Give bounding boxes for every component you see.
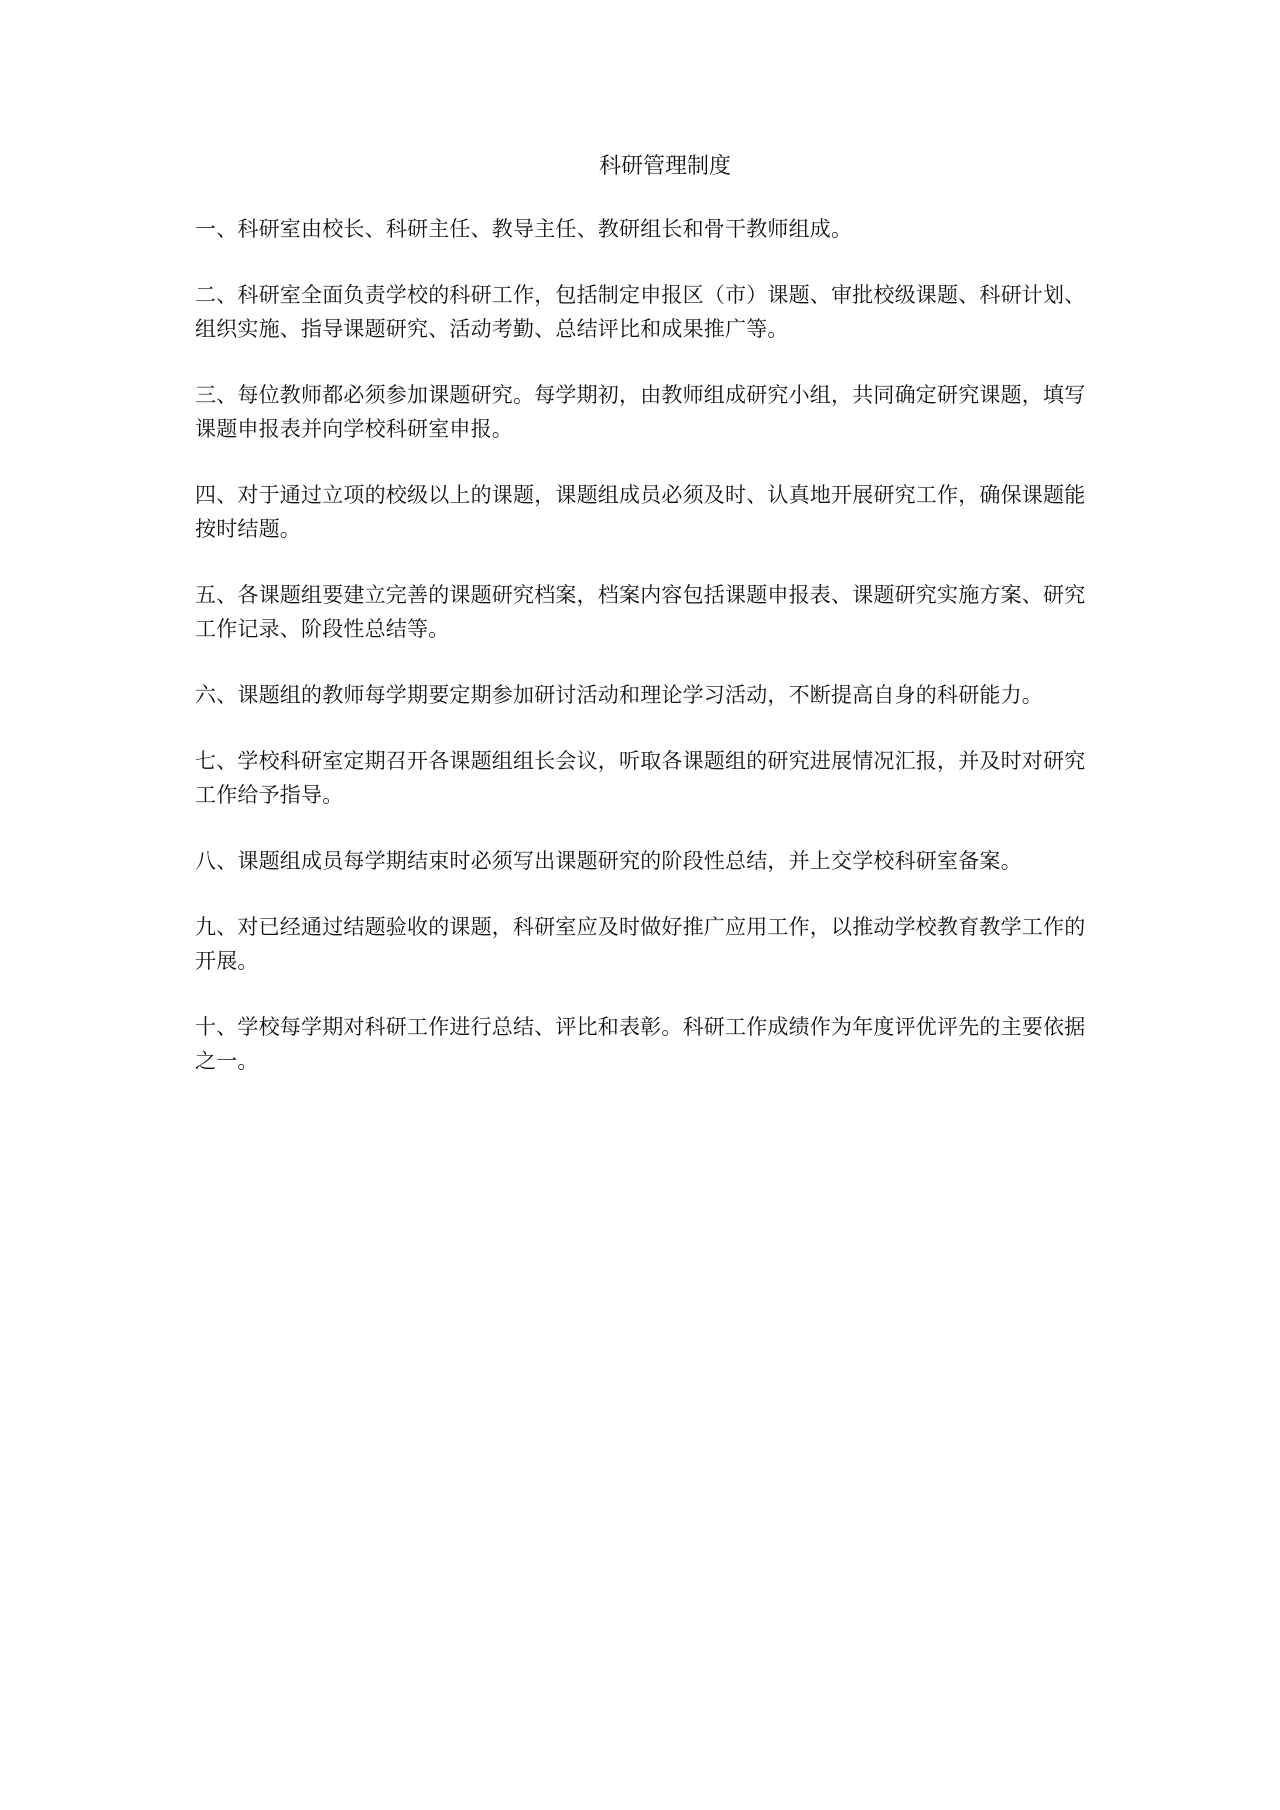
document-page	[195, 150, 1105, 1110]
clause-5: 五、各课题组要建立完善的课题研究档案，档案内容包括课题申报表、课题研究实施方案、研究工作记录、阶段性总结等。	[195, 583, 1086, 641]
clause-9: 九、对已经通过结题验收的课题，科研室应及时做好推广应用工作，以推动学校教育教学工作的开展。	[195, 915, 1086, 973]
clause-10: 十、学校每学期对科研工作进行总结、评比和表彰。科研工作成绩作为年度评优评先的主要依据之一。	[195, 1015, 1086, 1073]
clause-6: 六、课题组的教师每学期要定期参加研讨活动和理论学习活动，不断提高自身的科研能力。	[195, 683, 1043, 707]
clause-1: 一、科研室由校长、科研主任、教导主任、教研组长和骨干教师组成。	[195, 217, 853, 241]
clause-3: 三、每位教师都必须参加课题研究。每学期初，由教师组成研究小组，共同确定研究课题，填写课题申报表并向学校科研室申报。	[195, 383, 1086, 441]
clause-8: 八、课题组成员每学期结束时必须写出课题研究的阶段性总结，并上交学校科研室备案。	[195, 849, 1022, 873]
document-title: 科研管理制度	[598, 154, 731, 179]
clause-2: 二、科研室全面负责学校的科研工作，包括制定申报区（市）课题、审批校级课题、科研计划、组织实施、指导课题研究、活动考勤、总结评比和成果推广等。	[195, 283, 1086, 341]
clause-4: 四、对于通过立项的校级以上的课题，课题组成员必须及时、认真地开展研究工作，确保课题能按时结题。	[195, 483, 1086, 541]
clause-7: 七、学校科研室定期召开各课题组组长会议，听取各课题组的研究进展情况汇报，并及时对研究工作给予指导。	[195, 749, 1086, 807]
